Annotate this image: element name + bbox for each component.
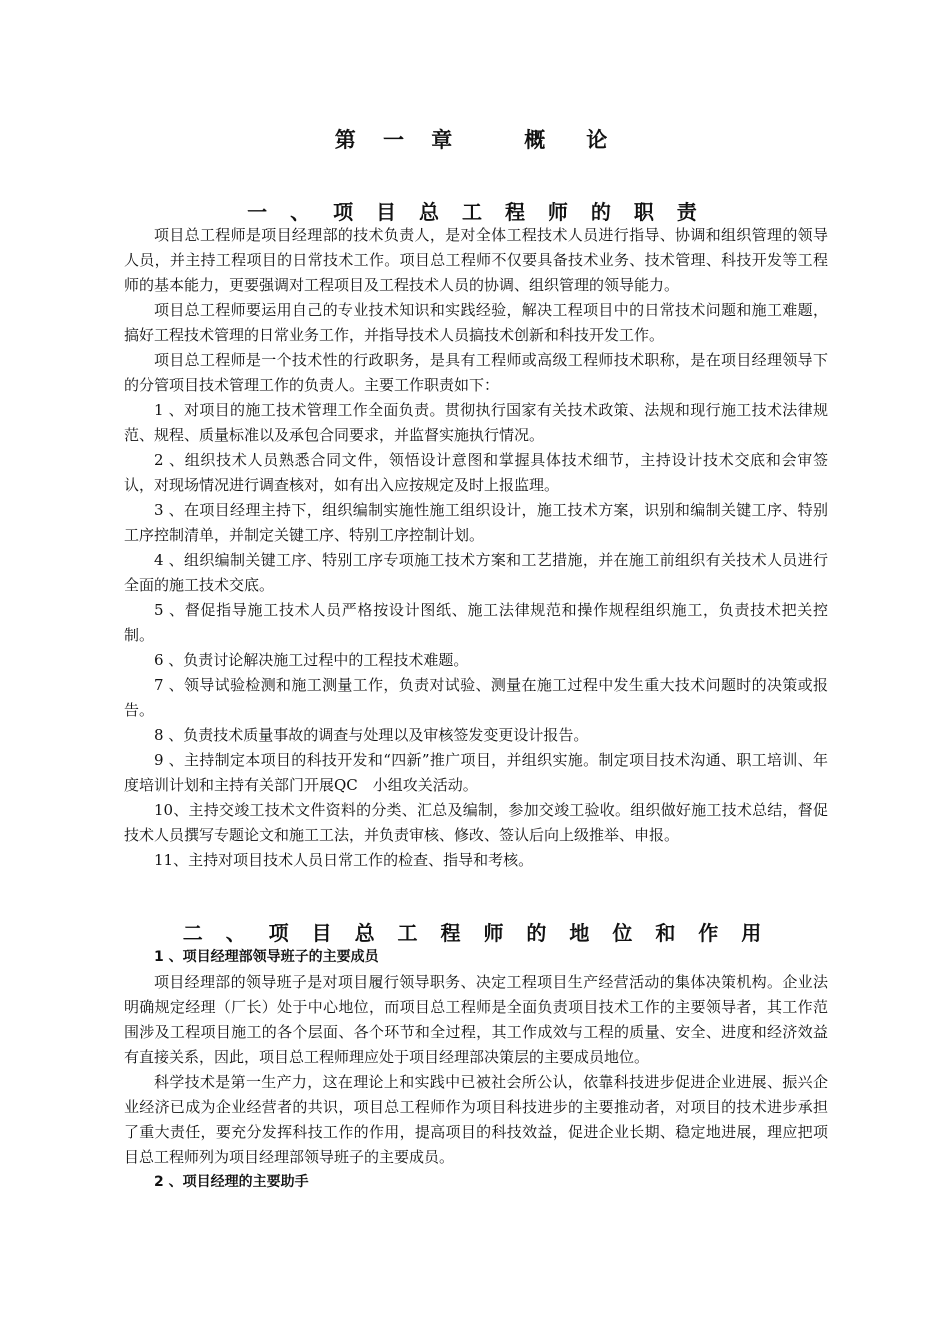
paragraph: 科学技术是第一生产力，这在理论上和实践中已被社会所公认，依靠科技进步促进企业进展、振兴企业经济已成为企业经营者的共识，项目总工程师作为项目科技进步的主要推动者，对项目的技术进步承担了重大责任，要充分发挥科技工作的作用，提高项目的科技效益，促进企业长期、稳定地进展，理应把项目总工程师列为项目经理部领导班子的主要成员。 xyxy=(124,1073,828,1166)
paragraph: 项目总工程师是一个技术性的行政职务，是具有工程师或高级工程师技术职称，是在项目经理领导下的分管项目技术管理工作的负责人。主要工作职责如下： xyxy=(124,351,828,394)
section-1-title: 一 、 项 目 总 工 程 师 的 职 责 xyxy=(247,200,705,224)
duty-item: 5 、督促指导施工技术人员严格按设计图纸、施工法律规范和操作规程组织施工，负责技术把关控制。 xyxy=(124,601,828,644)
duty-item: 7 、领导试验检测和施工测量工作，负责对试验、测量在施工过程中发生重大技术问题时的决策或报告。 xyxy=(124,676,828,719)
duty-item: 4 、组织编制关键工序、特别工序专项施工技术方案和工艺措施，并在施工前组织有关技术人员进行全面的施工技术交底。 xyxy=(124,551,828,594)
duty-item: 6 、负责讨论解决施工过程中的工程技术难题。 xyxy=(154,651,469,669)
duty-item: 1 、对项目的施工技术管理工作全面负责。贯彻执行国家有关技术政策、法规和现行施工技术法律规范、规程、质量标准以及承包合同要求，并监督实施执行情况。 xyxy=(124,401,828,444)
subsection-heading: 1 、项目经理部领导班子的主要成员 xyxy=(154,949,379,965)
duty-item: 11、主持对项目技术人员日常工作的检查、指导和考核。 xyxy=(154,851,534,869)
section-2-body xyxy=(124,945,828,1195)
duty-item: 3 、在项目经理主持下，组织编制实施性施工组织设计，施工技术方案，识别和编制关键工序、特别工序控制清单，并制定关键工序、特别工序控制计划。 xyxy=(124,501,828,544)
duty-item: 10、主持交竣工技术文件资料的分类、汇总及编制，参加交竣工验收。组织做好施工技术总结，督促技术人员撰写专题论文和施工工法，并负责审核、修改、签认后向上级推举、申报。 xyxy=(124,801,828,844)
paragraph: 项目总工程师是项目经理部的技术负责人，是对全体工程技术人员进行指导、协调和组织管理的领导人员，并主持工程项目的日常技术工作。项目总工程师不仅要具备技术业务、技术管理、科技开发等工程师的基本能力，更要强调对工程项目及工程技术人员的协调、组织管理的领导能力。 xyxy=(124,226,828,294)
duty-item: 9 、主持制定本项目的科技开发和“四新”推广项目，并组织实施。制定项目技术沟通、职工培训、年度培训计划和主持有关部门开展QC 小组攻关活动。 xyxy=(124,751,828,794)
duty-item: 8 、负责技术质量事故的调查与处理以及审核签发变更设计报告。 xyxy=(154,726,589,744)
section-2-title: 二 、 项 目 总 工 程 师 的 地 位 和 作 用 xyxy=(182,921,770,945)
duty-item: 2 、组织技术人员熟悉合同文件，领悟设计意图和掌握具体技术细节，主持设计技术交底和会审签认，对现场情况进行调查核对，如有出入应按规定及时上报监理。 xyxy=(124,451,828,494)
subsection-heading: 2 、项目经理的主要助手 xyxy=(154,1174,309,1190)
section-1-body xyxy=(124,223,828,873)
paragraph: 项目经理部的领导班子是对项目履行领导职务、决定工程项目生产经营活动的集体决策机构。企业法明确规定经理（厂长）处于中心地位，而项目总工程师是全面负责项目技术工作的主要领导者，其工作范围涉及工程项目施工的各个层面、各个环节和全过程，其工作成效与工程的质量、安全、进度和经济效益有直接关系，因此，项目总工程师理应处于项目经理部决策层的主要成员地位。 xyxy=(124,973,828,1066)
paragraph: 项目总工程师要运用自己的专业技术知识和实践经验，解决工程项目中的日常技术问题和施工难题，搞好工程技术管理的日常业务工作，并指导技术人员搞技术创新和科技开发工作。 xyxy=(124,301,828,344)
chapter-title: 第 一 章 概 论 xyxy=(334,128,618,152)
